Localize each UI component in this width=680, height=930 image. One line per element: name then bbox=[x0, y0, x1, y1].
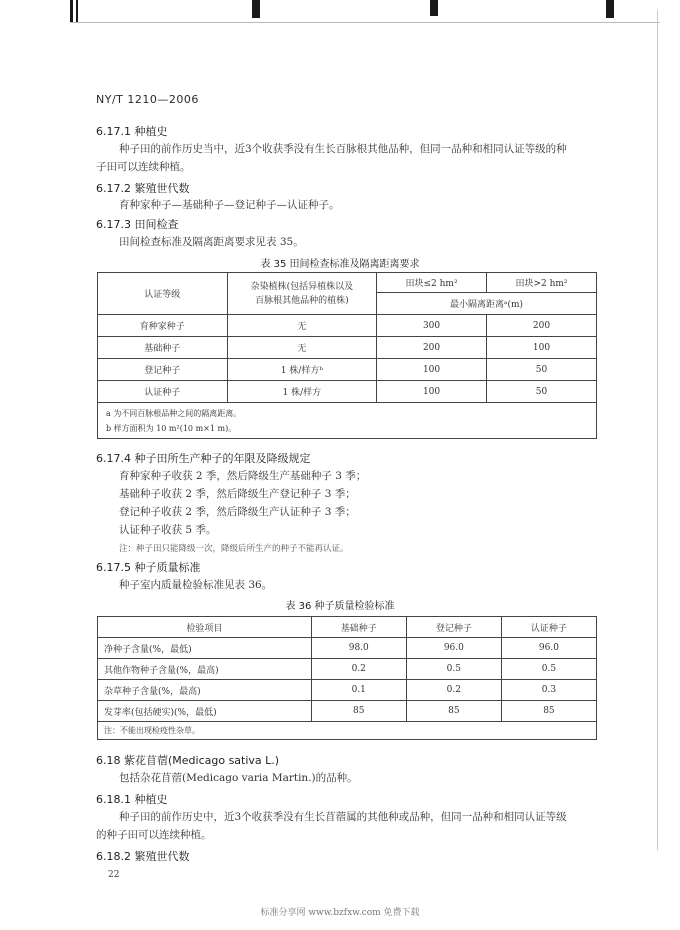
paragraph: 子田可以连续种植。 bbox=[96, 161, 191, 173]
paragraph: 登记种子收获 2 季，然后降级生产认证种子 3 季； bbox=[119, 506, 356, 518]
table-row: 发芽率(包括硬实)(%，最低) 85 85 85 bbox=[98, 701, 597, 722]
table-row: 杂草种子含量(%，最高) 0.1 0.2 0.3 bbox=[98, 680, 597, 701]
table-footnote: 注：不能出现检疫性杂草。 bbox=[98, 722, 597, 740]
section-title: 6.17.5 种子质量标准 bbox=[96, 561, 201, 574]
section-title: 6.18.1 种植史 bbox=[96, 793, 168, 806]
section-title: 6.17.3 田间检查 bbox=[96, 218, 179, 231]
table-row: 认证种子 1 株/样方 100 50 bbox=[98, 381, 597, 403]
scan-mark bbox=[70, 22, 660, 23]
scan-mark bbox=[76, 0, 78, 22]
table-row: 登记种子 1 株/样方ᵇ 100 50 bbox=[98, 359, 597, 381]
table-footnotes: a 为不同百脉根品种之间的隔离距离。 b 样方面积为 10 m²(10 m×1 m)。 bbox=[98, 403, 597, 439]
section-title: 6.18 紫花苜蓿(Medicago sativa L.) bbox=[96, 754, 280, 767]
table-header: 田块>2 hm² bbox=[487, 273, 597, 293]
section-title: 6.17.4 种子田所生产种子的年限及降级规定 bbox=[96, 452, 311, 465]
watermark-footer: 标准分享网 www.bzfxw.com 免费下载 bbox=[260, 908, 420, 918]
paragraph: 种子室内质量检验标准见表 36。 bbox=[119, 579, 273, 591]
table-header: 最小隔离距离ᵃ(m) bbox=[377, 293, 597, 315]
page-edge bbox=[657, 10, 658, 850]
table-header: 基础种子 bbox=[311, 617, 406, 638]
paragraph: 育种家种子—基础种子—登记种子—认证种子。 bbox=[119, 199, 340, 211]
scan-mark bbox=[430, 0, 438, 16]
paragraph: 种子田的前作历史当中，近3个收获季没有生长百脉根其他品种，但同一品种和相同认证等级的种 bbox=[119, 143, 567, 155]
section-title: 6.17.2 繁殖世代数 bbox=[96, 182, 190, 195]
scan-mark bbox=[252, 0, 260, 18]
section-title: 6.17.1 种植史 bbox=[96, 125, 168, 138]
scan-mark bbox=[70, 0, 73, 22]
table-row: 基础种子 无 200 100 bbox=[98, 337, 597, 359]
table-36 bbox=[97, 616, 597, 740]
section-title: 6.18.2 繁殖世代数 bbox=[96, 850, 190, 863]
paragraph: 田间检查标准及隔离距离要求见表 35。 bbox=[119, 236, 304, 248]
paragraph: 的种子田可以连续种植。 bbox=[96, 829, 212, 841]
paragraph: 育种家种子收获 2 季，然后降级生产基础种子 3 季； bbox=[119, 470, 367, 482]
page-number: 22 bbox=[108, 870, 120, 880]
standard-code: NY/T 1210—2006 bbox=[96, 93, 199, 106]
table-row: 净种子含量(%，最低) 98.0 96.0 96.0 bbox=[98, 638, 597, 659]
table-header: 田块≤2 hm² bbox=[377, 273, 487, 293]
paragraph: 包括杂花苜蓿(Medicago varia Martin.)的品种。 bbox=[119, 772, 358, 784]
paragraph: 基础种子收获 2 季，然后降级生产登记种子 3 季； bbox=[119, 488, 356, 500]
paragraph: 种子田的前作历史中，近3个收获季没有生长苜蓿属的其他种或品种，但同一品种和相同认证等级 bbox=[119, 811, 567, 823]
table-header: 检验项目 bbox=[98, 617, 312, 638]
table-35 bbox=[97, 272, 597, 439]
table-row: 育种家种子 无 300 200 bbox=[98, 315, 597, 337]
table-caption: 表 35 田间检查标准及隔离距离要求 bbox=[260, 259, 420, 270]
table-header: 认证种子 bbox=[501, 617, 596, 638]
table-header: 认证等级 bbox=[98, 273, 228, 315]
table-caption: 表 36 种子质量检验标准 bbox=[285, 601, 395, 612]
table-header: 杂染植株(包括异植株以及 百脉根其他品种的植株) bbox=[227, 273, 376, 315]
note: 注：种子田只能降级一次，降级后所生产的种子不能再认证。 bbox=[119, 544, 349, 554]
table-row: 其他作物种子含量(%，最高) 0.2 0.5 0.5 bbox=[98, 659, 597, 680]
paragraph: 认证种子收获 5 季。 bbox=[119, 524, 217, 536]
scan-mark bbox=[606, 0, 614, 18]
table-header: 登记种子 bbox=[406, 617, 501, 638]
